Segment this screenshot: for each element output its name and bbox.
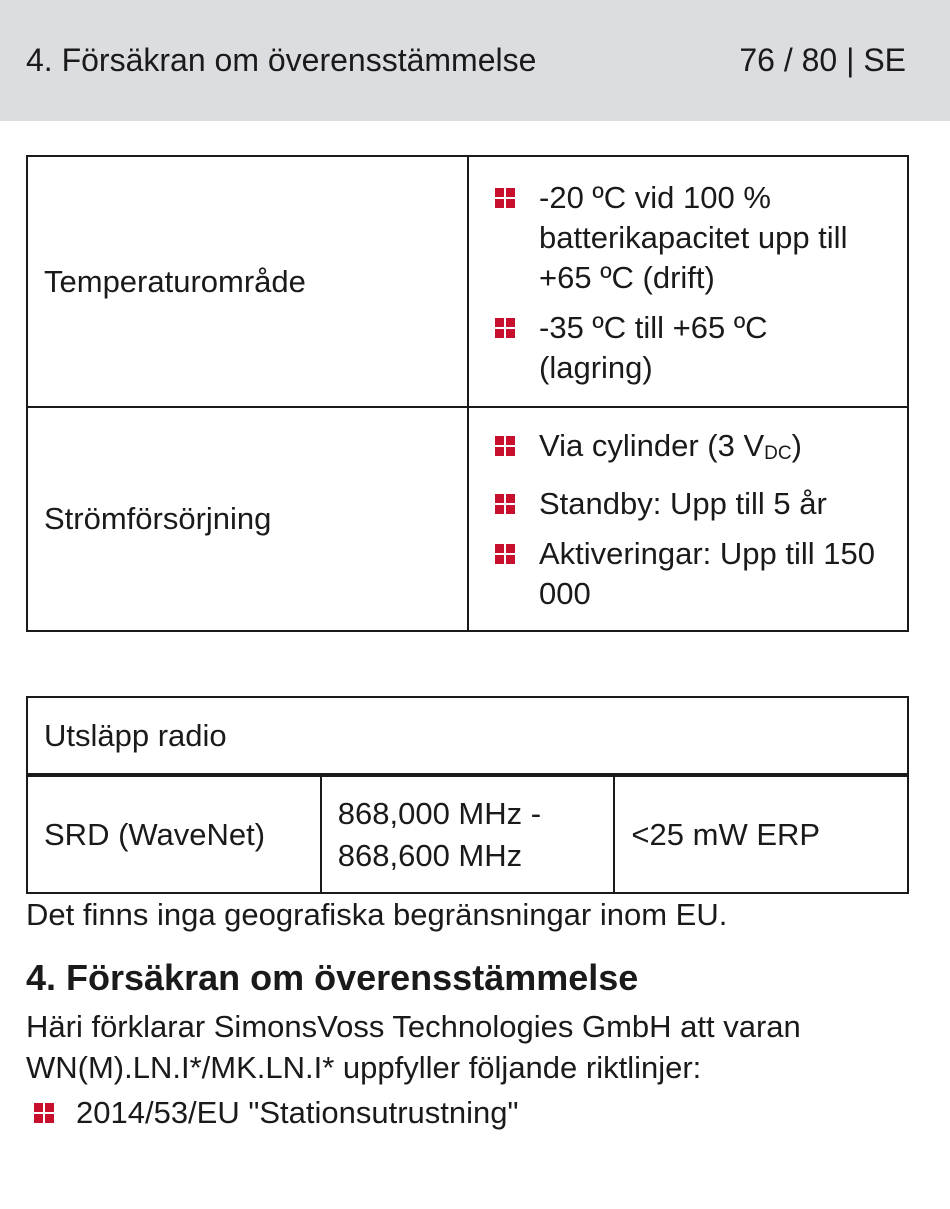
- table-row: [27, 775, 908, 893]
- bullet-icon: [495, 318, 515, 338]
- section-heading: 4. Försäkran om överensstämmelse: [26, 957, 639, 998]
- temperature-storage: -35 ºC till +65 ºC (lagring): [539, 309, 768, 385]
- list-item: [493, 484, 889, 524]
- power-activations: Aktiveringar: Upp till 150 000: [539, 536, 875, 611]
- declaration-paragraph: Häri förklarar SimonsVoss Technologies GmbH att varan WN(M).LN.I*/MK.LN.I* uppfyller följande riktlinjer:: [26, 1009, 801, 1085]
- directive-item: [26, 1093, 519, 1133]
- radio-frequency: 868,000 MHz - 868,600 MHz: [321, 775, 615, 893]
- header-page-number: 76 / 80 | SE: [739, 42, 906, 78]
- list-item: [493, 178, 889, 298]
- temperature-label: Temperaturområde: [27, 156, 468, 407]
- radio-table: [26, 696, 909, 894]
- temperature-values: [468, 156, 908, 407]
- radio-table-header-row: [27, 697, 908, 775]
- power-via-cylinder: Via cylinder (3 $V_{DC}$): [539, 428, 802, 464]
- spec-table: [26, 155, 909, 632]
- bullet-icon: [34, 1103, 54, 1123]
- radio-band: SRD (WaveNet): [27, 775, 321, 893]
- list-item: [493, 534, 889, 614]
- header-section-title: 4. Försäkran om överensstämmelse: [26, 42, 537, 78]
- bullet-icon: [495, 494, 515, 514]
- power-values: [468, 407, 908, 631]
- radio-table-header: Utsläpp radio: [27, 697, 908, 775]
- list-item: [493, 308, 889, 388]
- page-header: [0, 0, 950, 121]
- temperature-operation: -20 ºC vid 100 % batterikapacitet upp till +65 ºC (drift): [539, 179, 848, 295]
- geographic-note: Det finns inga geografiska begränsningar inom EU.: [26, 897, 728, 932]
- radio-power: <25 mW ERP: [614, 775, 908, 893]
- power-standby: Standby: Upp till 5 år: [539, 486, 827, 521]
- table-row-power: [27, 407, 908, 631]
- list-item: [493, 426, 889, 474]
- bullet-icon: [495, 188, 515, 208]
- power-label: Strömförsörjning: [27, 407, 468, 631]
- table-row-temperature: [27, 156, 908, 407]
- directive-text: 2014/53/EU "Stationsutrustning": [76, 1095, 519, 1130]
- bullet-icon: [495, 436, 515, 456]
- bullet-icon: [495, 544, 515, 564]
